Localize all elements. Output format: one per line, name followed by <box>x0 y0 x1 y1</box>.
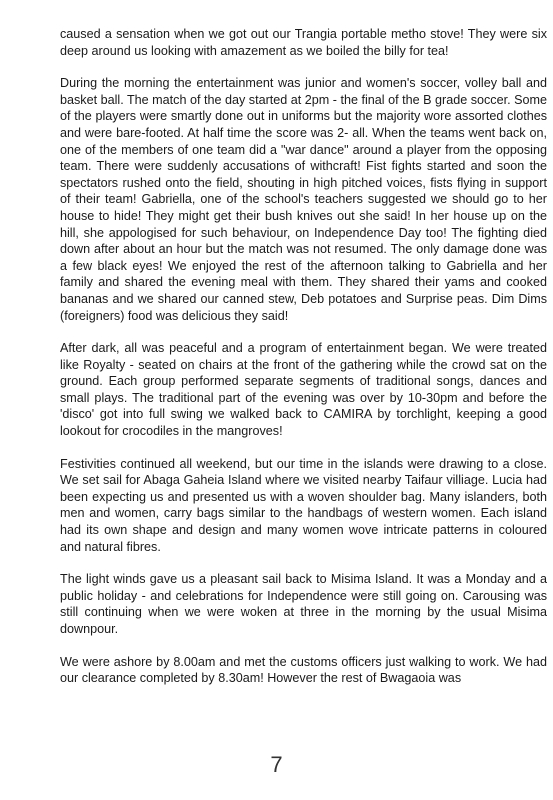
paragraph: caused a sensation when we got out our Trangia portable metho stove! They were six deep around us looking with amazement as we boiled the billy for tea! <box>60 27 547 58</box>
paragraph: After dark, all was peaceful and a program of entertainment began. We were treated like Royalty - seated on chairs at the front of the gathering while the crowd sat on the ground. Each group performed separate segments of traditional songs, dances and small plays. The traditional part of the evening was over by 10-30pm and before the 'disco' got into full swing we walked back to CAMIRA by torchlight, keeping a good lookout for crocodiles in the mangroves! <box>60 341 547 439</box>
page-number: 7 <box>270 752 283 777</box>
paragraph: During the morning the entertainment was junior and women's soccer, volley ball and basket ball. The match of the day started at 2pm - the final of the B grade soccer. Some of the players were smartly done out in uniforms but the majority wore assorted clothes and were bare-footed. At half time the score was 2- all. When the teams went back on, one of the members of one team did a "war dance" around a player from the opposing team. There were suddenly accusations of withcraft! Fist fights started and soon the spectators rushed onto the field, shouting in high pitched voices, fists flying in support of their team! Gabriella, one of the school's teachers suggested we should go to her house to hide! They might get their bush knives out she said! In her house up on the hill, she appologised for such behaviour, on Independence Day too! The fighting died down after about an hour but the match was not resumed. The only damage done was a few black eyes! We enjoyed the rest of the afternoon talking to Gabriella and her family and shared the evening meal with them. They shared their yams and cooked bananas and we shared our canned stew, Deb potatoes and Surprise peas. Dim Dims (foreigners) food was delicious they said! <box>60 76 547 323</box>
paragraph: We were ashore by 8.00am and met the customs officers just walking to work. We had our clearance completed by 8.30am! However the rest of Bwagaoia was <box>60 654 547 686</box>
paragraph: The light winds gave us a pleasant sail back to Misima Island. It was a Monday and a public holiday - and celebrations for Independence were still going on. Carousing was still continuing when we were woken at three in the morning by the usual Misima downpour. <box>60 572 547 636</box>
page-body <box>60 26 547 703</box>
paragraph: Festivities continued all weekend, but our time in the islands were drawing to a close. We set sail for Abaga Gaheia Island where we visited nearby Taifaur villiage. Lucia had been expecting us and presented us with a woven shoulder bag. Many islanders, both men and women, carry bags similar to the handbags of western women. Each island had its own shape and design and many women wove intricate patterns in coloured and natural fibres. <box>60 456 547 554</box>
